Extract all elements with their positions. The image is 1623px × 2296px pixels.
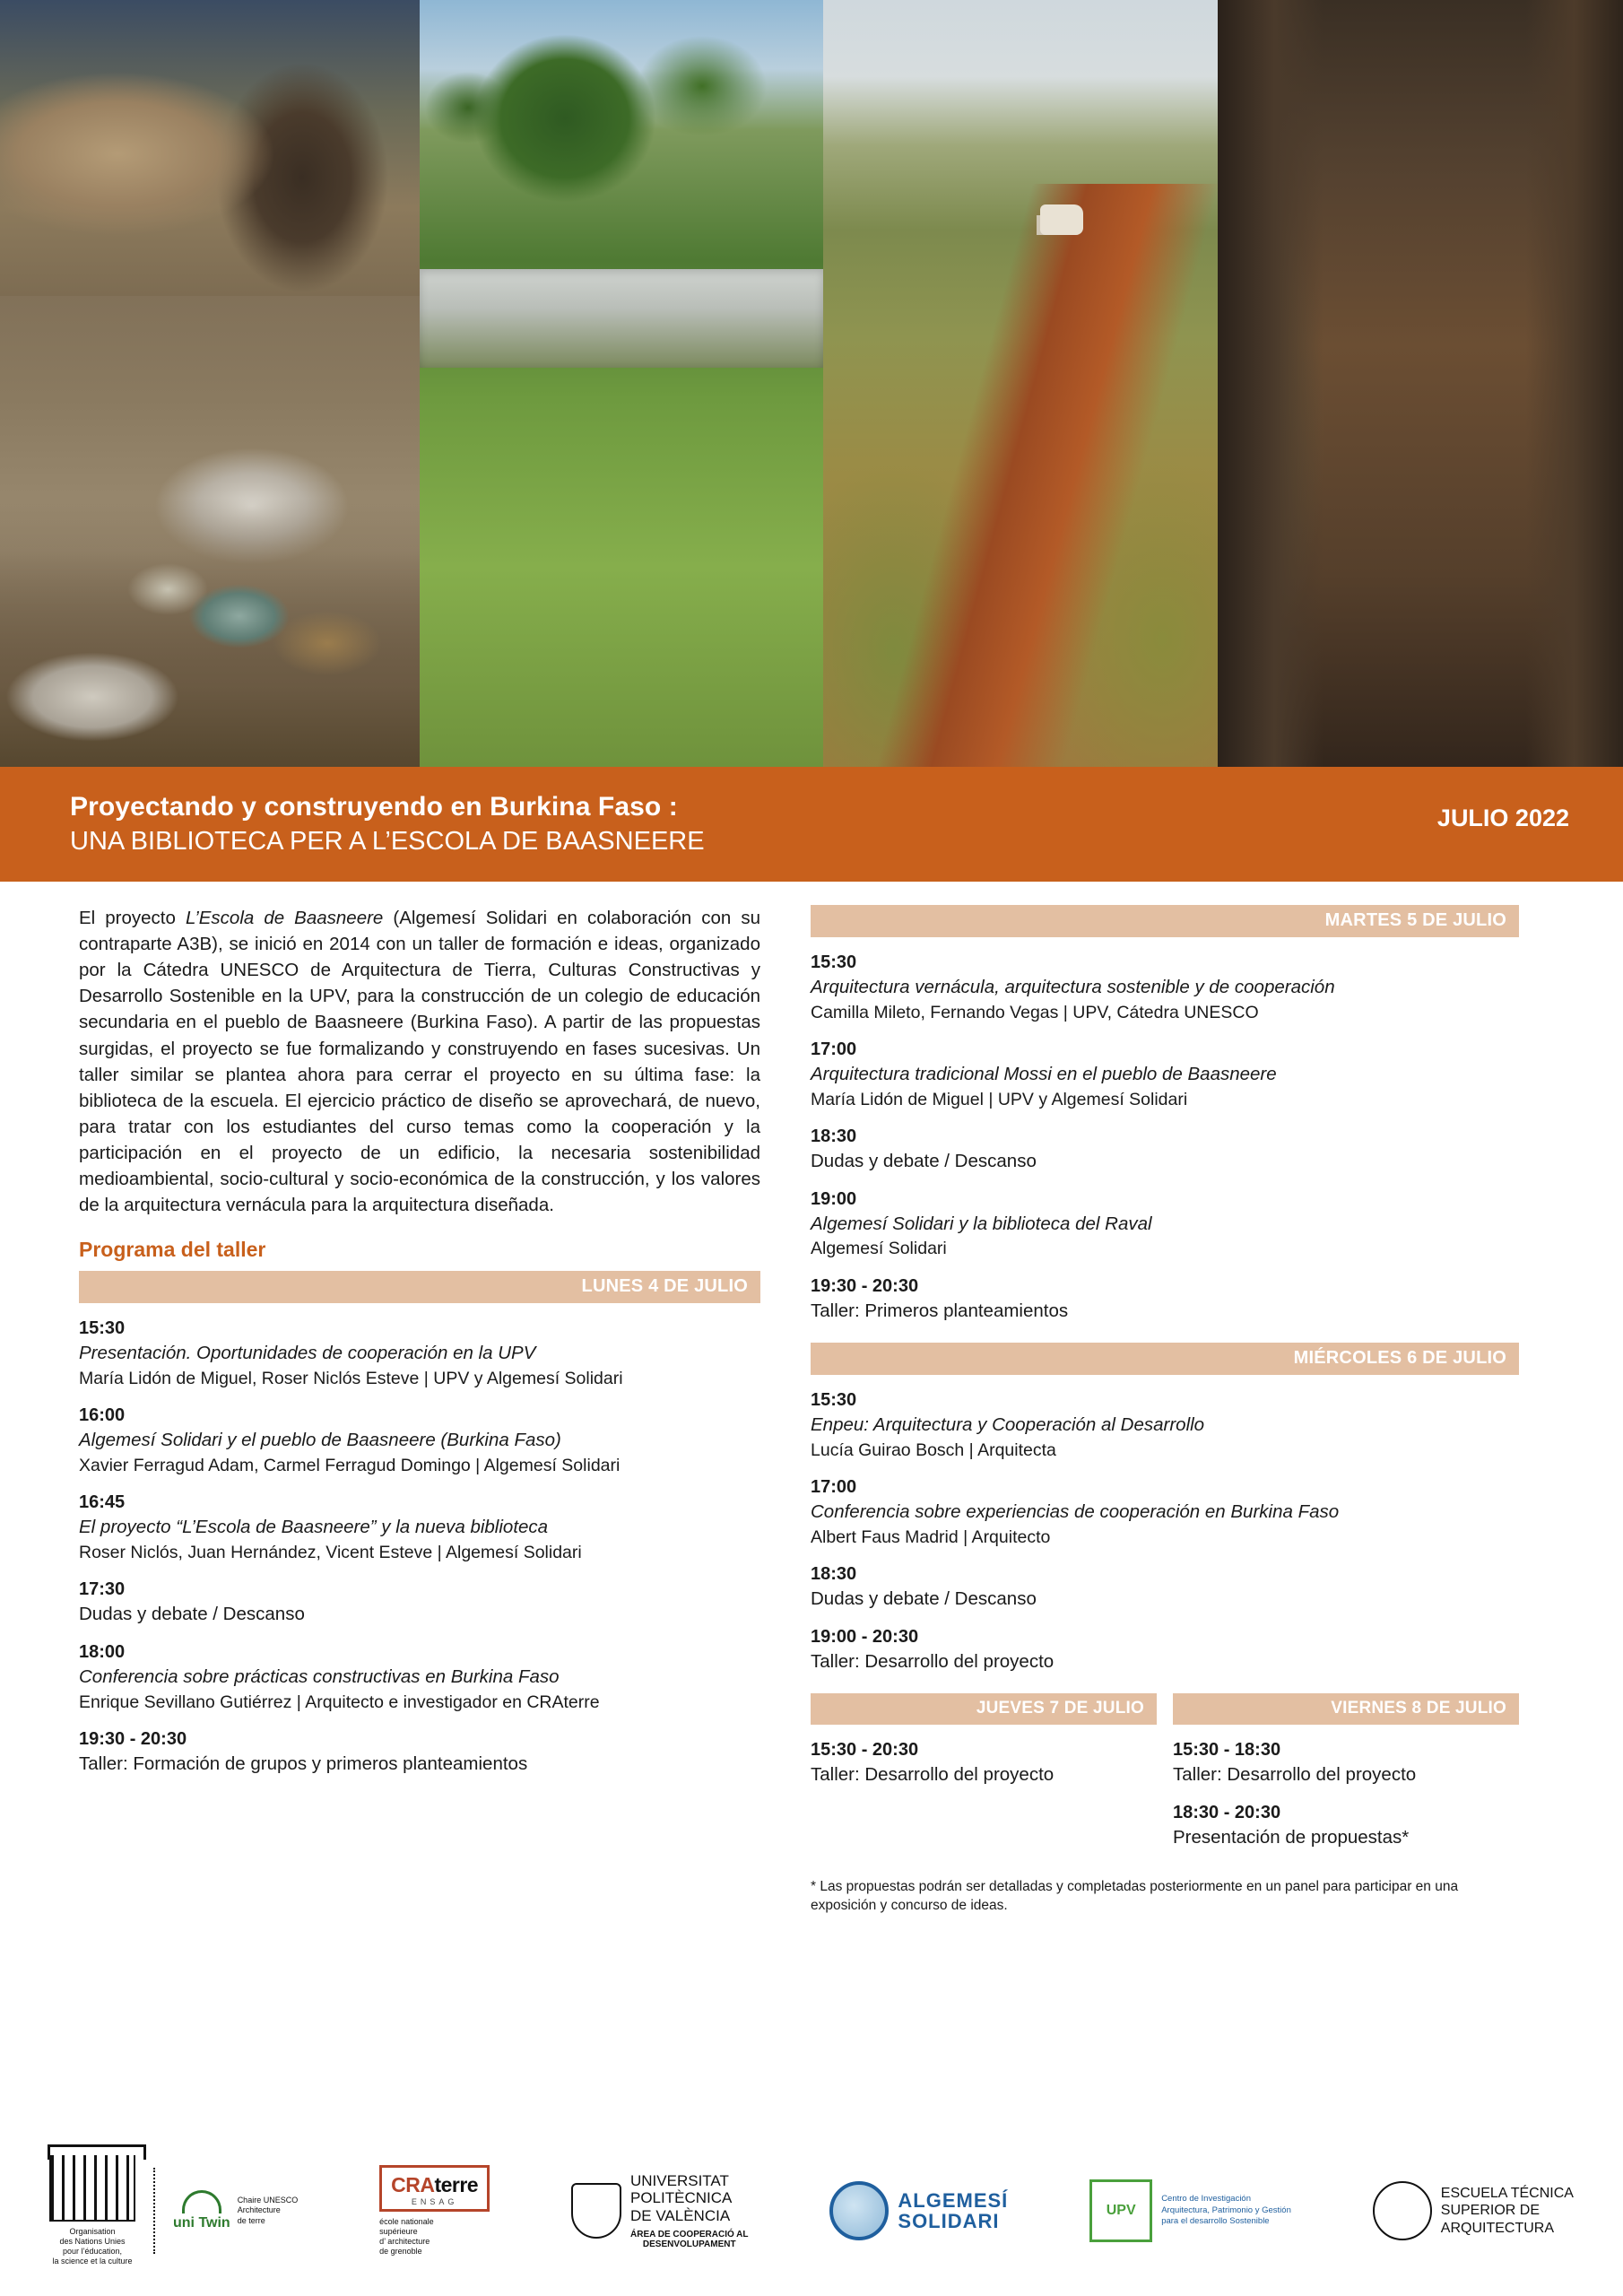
unitwin-line3: de terre [237, 2215, 265, 2225]
unesco-line3: pour l’éducation, [62, 2247, 123, 2256]
entry-title: Dudas y debate / Descanso [811, 1150, 1037, 1171]
upv-line2: POLITÈCNICA [630, 2189, 733, 2207]
unesco-temple-icon [49, 2155, 135, 2222]
entry-speakers: Lucía Guirao Bosch | Arquitecta [811, 1439, 1056, 1460]
unesco-line4: la science et la culture [52, 2257, 133, 2266]
craterre-line2: supérieure [379, 2226, 418, 2236]
divider [153, 2168, 155, 2254]
entry-title: Algemesí Solidari y el pueblo de Baasneere (Burkina Faso) [79, 1430, 561, 1451]
craterre-name-a: CRA [391, 2172, 435, 2196]
right-column [811, 905, 1519, 1916]
etsa-wordmark [1441, 2185, 1574, 2237]
entry-title: Taller: Primeros planteamientos [811, 1300, 1069, 1321]
entry-title: Arquitectura tradicional Mossi en el pueblo de Baasneere [811, 1063, 1277, 1084]
ceiga-mark-icon: UPV [1089, 2179, 1152, 2242]
entry-time: 18:00 [79, 1641, 126, 1662]
schedule-entry [811, 952, 1519, 1024]
photo-banner [0, 0, 1623, 767]
footnote: * Las propuestas podrán ser detalladas y completadas posteriormente en un panel para participar en una exposición y concurso de ideas. [811, 1878, 1459, 1914]
day-header-lunes: LUNES 4 DE JULIO [79, 1271, 760, 1303]
entry-time: 19:00 - 20:30 [811, 1626, 919, 1647]
ceiga-caption [1161, 2194, 1291, 2228]
schedule-entry [811, 1276, 1519, 1324]
day-column-viernes [1173, 1693, 1519, 1849]
schedule-entry [811, 1627, 1519, 1674]
algemesi-circle-icon [829, 2181, 889, 2240]
entry-time: 17:30 [79, 1579, 126, 1600]
logo-unesco [49, 2155, 298, 2267]
entry-time: 17:00 [811, 1477, 857, 1498]
upv-sub2: DESENVOLUPAMENT [642, 2239, 736, 2249]
upv-wordmark [630, 2172, 749, 2223]
entry-speakers: Enrique Sevillano Gutiérrez | Arquitecto e investigador en CRAterre [79, 1692, 600, 1712]
day-entries-lunes [79, 1318, 760, 1776]
upv-line1: UNIVERSITAT [630, 2172, 729, 2190]
day-header-jueves: JUEVES 7 DE JULIO [811, 1693, 1157, 1725]
schedule-entry [79, 1579, 760, 1627]
entry-speakers: Roser Niclós, Juan Hernández, Vicent Esteve | Algemesí Solidari [79, 1542, 582, 1562]
entry-time: 15:30 - 18:30 [1173, 1740, 1281, 1761]
schedule-entry [79, 1492, 760, 1564]
entry-time: 15:30 [811, 1390, 857, 1411]
schedule-entry [811, 1477, 1519, 1549]
schedule-entry [1173, 1740, 1519, 1787]
entry-time: 19:00 [811, 1188, 857, 1209]
etsa-line3: ARQUITECTURA [1440, 2220, 1554, 2236]
logo-algemesi-solidari [829, 2181, 1008, 2240]
craterre-box [379, 2165, 490, 2212]
entry-speakers: Albert Faus Madrid | Arquitecto [811, 1526, 1051, 1547]
entry-time: 19:30 - 20:30 [811, 1275, 919, 1296]
schedule-entry [79, 1642, 760, 1714]
entry-title: Dudas y debate / Descanso [79, 1604, 305, 1625]
schedule-entry [811, 1564, 1519, 1612]
algemesi-line2: SOLIDARI [898, 2210, 1000, 2232]
schedule-entry [79, 1318, 760, 1390]
logo-etsa [1373, 2181, 1574, 2240]
unesco-caption [52, 2227, 132, 2267]
entry-speakers: Xavier Ferragud Adam, Carmel Ferragud Domingo | Algemesí Solidari [79, 1455, 621, 1475]
entry-time: 18:30 [811, 1126, 857, 1146]
entry-title: Taller: Formación de grupos y primeros planteamientos [79, 1752, 528, 1774]
entry-title: Enpeu: Arquitectura y Cooperación al Desarrollo [811, 1414, 1205, 1436]
title-bar [0, 767, 1623, 882]
two-day-row [811, 1693, 1519, 1849]
entry-title: Taller: Desarrollo del proyecto [811, 1650, 1055, 1672]
craterre-line1: école nationale [379, 2216, 434, 2226]
entry-title: Conferencia sobre prácticas constructivas en Burkina Faso [79, 1665, 560, 1687]
etsa-line1: ESCUELA TÉCNICA [1440, 2186, 1574, 2202]
ceiga-line2: Arquitectura, Patrimonio y Gestión [1161, 2205, 1291, 2215]
unesco-line1: Organisation [69, 2226, 116, 2236]
photo-hut-interior [0, 0, 420, 767]
arch-shape-icon [182, 2190, 221, 2213]
day-header-viernes: VIERNES 8 DE JULIO [1173, 1693, 1519, 1725]
entry-time: 15:30 [79, 1318, 126, 1339]
upv-sub1: ÁREA DE COOPERACIÓ AL [630, 2229, 749, 2239]
entry-title: Dudas y debate / Descanso [811, 1588, 1037, 1610]
unitwin-line2: Architecture [237, 2205, 281, 2215]
logo-upv [571, 2172, 749, 2248]
craterre-line4: de grenoble [379, 2247, 422, 2257]
entry-time: 18:30 [811, 1564, 857, 1585]
entry-speakers: Algemesí Solidari [811, 1239, 947, 1259]
ceiga-line1: Centro de Investigación [1161, 2193, 1251, 2204]
title-group [70, 791, 705, 857]
photo-school-field [420, 0, 823, 767]
entry-time: 19:30 - 20:30 [79, 1728, 187, 1749]
schedule-entry [811, 1189, 1519, 1261]
craterre-caption [379, 2217, 490, 2257]
schedule-entry [1173, 1803, 1519, 1850]
logo-strip [0, 2126, 1623, 2296]
etsa-line2: SUPERIOR DE [1440, 2203, 1541, 2219]
entry-title: Presentación. Oportunidades de cooperación en la UPV [79, 1343, 536, 1364]
logo-ceiga [1089, 2179, 1291, 2242]
schedule-entry [79, 1405, 760, 1477]
day-header-miercoles: MIÉRCOLES 6 DE JULIO [811, 1343, 1519, 1375]
page-subtitle: UNA BIBLIOTECA PER A L’ESCOLA DE BAASNEERE [70, 826, 705, 856]
entry-title: Algemesí Solidari y la biblioteca del Raval [811, 1213, 1152, 1234]
unitwin-caption [238, 2196, 299, 2226]
craterre-wordmark [391, 2173, 478, 2197]
day-entries-miercoles [811, 1390, 1519, 1674]
entry-speakers: María Lidón de Miguel, Roser Niclós Esteve | UPV y Algemesí Solidari [79, 1368, 623, 1388]
program-section-title: Programa del taller [79, 1238, 266, 1262]
unesco-line2: des Nations Unies [59, 2236, 126, 2246]
ceiga-line3: para el desarrollo Sostenible [1161, 2216, 1270, 2227]
entry-title: Taller: Desarrollo del proyecto [811, 1764, 1055, 1786]
entry-time: 18:30 - 20:30 [1173, 1803, 1281, 1823]
upv-line3: DE VALÈNCIA [630, 2206, 731, 2224]
content-area [0, 882, 1623, 1916]
craterre-name-b: terre [434, 2172, 479, 2196]
photo-brick-vault [1218, 0, 1623, 767]
upv-shield-icon [571, 2183, 621, 2239]
schedule-entry [811, 1039, 1519, 1111]
etsa-seal-icon [1373, 2181, 1432, 2240]
schedule-entry [811, 1740, 1157, 1787]
entry-title: Conferencia sobre experiencias de cooperación en Burkina Faso [811, 1501, 1340, 1523]
entry-time: 15:30 - 20:30 [811, 1740, 919, 1761]
intro-paragraph: El proyecto L’Escola de Baasneere (Algemesí Solidari en colaboración con su contraparte A3B), se inició en 2014 con un taller de formación e ideas, organizado por la Cátedra UNESCO de Arquitectura de Tierra, Culturas Constructivas y Desarrollo Sostenible en la UPV, para la construcción de un colegio de educación secundaria en el pueblo de Baasneere (Burkina Faso). A partir de las propuestas surgidas, el proyecto se fue formalizando y construyendo en fases sucesivas. Un taller similar se plantea ahora para cerrar el proyecto en su última fase: la biblioteca de la escuela. El ejercicio práctico de diseño se aprovechará, de nuevo, para tratar con los estudiantes del curso temas como la cooperación y la participación en el proyecto de un edificio, la necesaria sostenibilidad medioambiental, socio-cultural y socio-económica de la construcción, y los valores de la arquitectura vernácula para la arquitectura diseñada. [79, 908, 760, 1216]
entry-time: 15:30 [811, 952, 857, 972]
entry-title: Arquitectura vernácula, arquitectura sostenible y de cooperación [811, 977, 1335, 997]
entry-title: Taller: Desarrollo del proyecto [1173, 1764, 1417, 1786]
entry-time: 16:00 [79, 1405, 126, 1426]
unitwin-icon [173, 2190, 230, 2231]
entry-title: Presentación de propuestas* [1173, 1827, 1410, 1848]
day-header-martes: MARTES 5 DE JULIO [811, 905, 1519, 937]
logo-craterre [379, 2165, 490, 2257]
craterre-sub: ENSAG [411, 2196, 458, 2206]
upv-subcaption [630, 2230, 749, 2249]
day-column-jueves [811, 1693, 1157, 1849]
entry-speakers: Camilla Mileto, Fernando Vegas | UPV, Cátedra UNESCO [811, 1002, 1259, 1022]
unitwin-line1: Chaire UNESCO [237, 2196, 299, 2205]
schedule-entry [811, 1126, 1519, 1174]
entry-time: 17:00 [811, 1039, 857, 1059]
day-entries-martes [811, 952, 1519, 1323]
photo-cow-red-track [823, 0, 1218, 767]
algemesi-line1: ALGEMESÍ [898, 2188, 1009, 2212]
entry-time: 16:45 [79, 1492, 126, 1513]
algemesi-wordmark [898, 2190, 1008, 2231]
unitwin-brand: uni Twin [173, 2215, 230, 2231]
event-date: JULIO 2022 [1436, 804, 1569, 831]
page-title: Proyectando y construyendo en Burkina Faso : [70, 792, 678, 822]
entry-speakers: María Lidón de Miguel | UPV y Algemesí Solidari [811, 1089, 1188, 1109]
schedule-entry [79, 1729, 760, 1777]
entry-title: El proyecto “L’Escola de Baasneere” y la nueva biblioteca [79, 1517, 549, 1538]
schedule-entry [811, 1390, 1519, 1462]
craterre-line3: d’ architecture [379, 2237, 430, 2246]
left-column [79, 905, 760, 1916]
